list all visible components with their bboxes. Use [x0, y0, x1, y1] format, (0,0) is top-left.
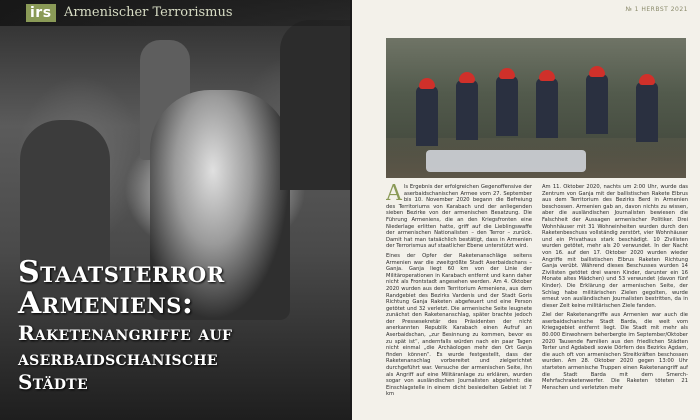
issue-folio: № 1 HERBST 2021: [625, 6, 688, 13]
photo-helmet: [419, 78, 435, 89]
headline-line-2: Armeniens:: [18, 285, 194, 321]
article-column-2: [542, 184, 688, 420]
photo-worker: [586, 74, 608, 134]
photo-helmet: [639, 74, 655, 85]
photo-helmet: [459, 72, 475, 83]
article-column-1: [386, 184, 532, 420]
photo-stretcher: [426, 150, 586, 172]
headline-line-4: aserbaidschanische: [18, 345, 218, 370]
photo-worker: [416, 86, 438, 146]
photo-worker: [636, 82, 658, 142]
article-body: [386, 184, 688, 420]
photo-worker: [456, 80, 478, 140]
irs-logo: irs: [26, 4, 56, 22]
headline-line-5: Städte: [18, 369, 88, 394]
headline-line-3: Raketenangriffe auf: [18, 321, 233, 346]
photo-helmet: [539, 70, 555, 81]
paragraph: Am 11. Oktober 2020, nachts um 2:00 Uhr, wurde das Zentrum von Ganja mit der ballistischen Rakete Elbrus aus dem Territorium des Bezirks Berd in Armenien beschossen. Armenien gab an, davon nichts zu wissen, aber die ausländischen Journalisten bewiesen die Falschheit der Aussagen armenischer Politiker. Drei Wohnhäuser mit 31 Wohneinheiten wurden durch den Raketenbeschuss vollständig zerstört, vier Wohnhäuser und ein Privathaus stark beschädigt. 10 Zivilisten wurden getötet, mehr als 20 verwundet. In der Nacht von 16. auf den 17. Oktober 2020 wurden wieder Angriffe mit ballistischen Elbrus Raketen Richtung Ganja verübt. Während dieses Beschusses wurden 14 Zivilisten getötet drei waren Kinder, darunter ein 16 Monate altes Mädchen) und 53 verwundet (davon fünf Kinder). Die Erklärung der armenischen Seite, der Schlag habe militärischen Zielen gegolten, wurde erneut von ausländischen Journalisten bestritten, da in dieser Zeit keine militärischen Ziele fanden.: [542, 184, 688, 309]
headline-line-1: Staatsterror: [18, 255, 225, 290]
article-headline: [18, 255, 348, 394]
paragraph: Ziel der Raketenangriffe aus Armenien war auch die aserbaidschanische Stadt Barda, die weit vom Kriegsgebiet entfernt liegt. Die Stadt mit mehr als 80.000 Einwohnern beherbergte im September/Oktober 2020 Tausende Familien aus den friedlichen Städten Terter und Agdabedi sowie Dörfern des Bezirks Agdam, die auch oft von armenischen Streitkräften beschossen wurden. Am 28. Oktober 2020 gegen 13:00 Uhr starteten armenische Truppen einen Raketenangriff auf die Stadt Barda mit dem Smerch-Mehrfachraketenwerfer. Die Raketen töteten 21 Menschen und verletzten mehr: [542, 312, 688, 391]
photo-worker: [536, 78, 558, 138]
drop-cap: A: [386, 184, 402, 206]
photo-helmet: [499, 68, 515, 79]
photo-helmet: [589, 66, 605, 77]
paragraph: ls Ergebnis der erfolgreichen Gegenoffensive der aserbaidschanischen Armee vom 27. September bis 10. November 2020 begann die Befreiung des Territoriums von Karabach und der anliegenden sieben Bezirke von der armenischen Besatzung. Die Führung Armeniens, die an den Kriegsfronten eine Niederlage erlitten hatte, griff auf die Lieblingswaffe der armenischen Nationalisten – den Terror – zurück. Damit hat man tatsächlich bestätigt, dass in Armenien der Terrorismus auf staatlicher Ebene unterstützt wird.: [386, 184, 532, 250]
page-header: [0, 0, 350, 26]
rescue-photo: [386, 38, 686, 178]
photo-figure-right: [280, 20, 350, 190]
section-title: Armenischer Terrorismus: [64, 5, 233, 20]
paragraph: Eines der Opfer der Raketenanschläge seitens Armenien war die zweitgrößte Stadt Aserbaidschans – Ganja. Ganja liegt 60 km von der Linie der Militäroperationen in Karabach entfernt und kann daher nicht als Frontstadt angesehen werden. Am 4. Oktober 2020 wurden aus dem Territorium Armeniens, aus dem Randgebiet des Bezirks Vardenis und der Stadt Goris Richtung Ganja Raketen abgefeuert und eine Person getötet und 32 verletzt. Die armenische Seite leugnete zunächst den Raketenanschlag, später brachte jedoch der Pressesekretär des Präsidenten der nicht anerkannten Republik Karabach einen Aufruf an Aserbaidschan, „zur Besinnung zu kommen, bevor es zu spät ist“, andernfalls würden nach ein paar Tagen nicht einmal „die Archäologen mehr den Ort Ganja finden können“. Es wurde festgestellt, dass der Raketenanschlag vorbereitet und zielgerichtet durchgeführt war. Versuche der armenischen Seite, ihn als Angriff auf eine Militäranlage zu erklären, wurden sogar von ausländischen Journalisten abgelehnt: die Einschlagstelle in einem dicht besiedelten Gebiet ist 7 km: [386, 252, 532, 398]
photo-worker: [496, 76, 518, 136]
right-page: [352, 0, 700, 420]
